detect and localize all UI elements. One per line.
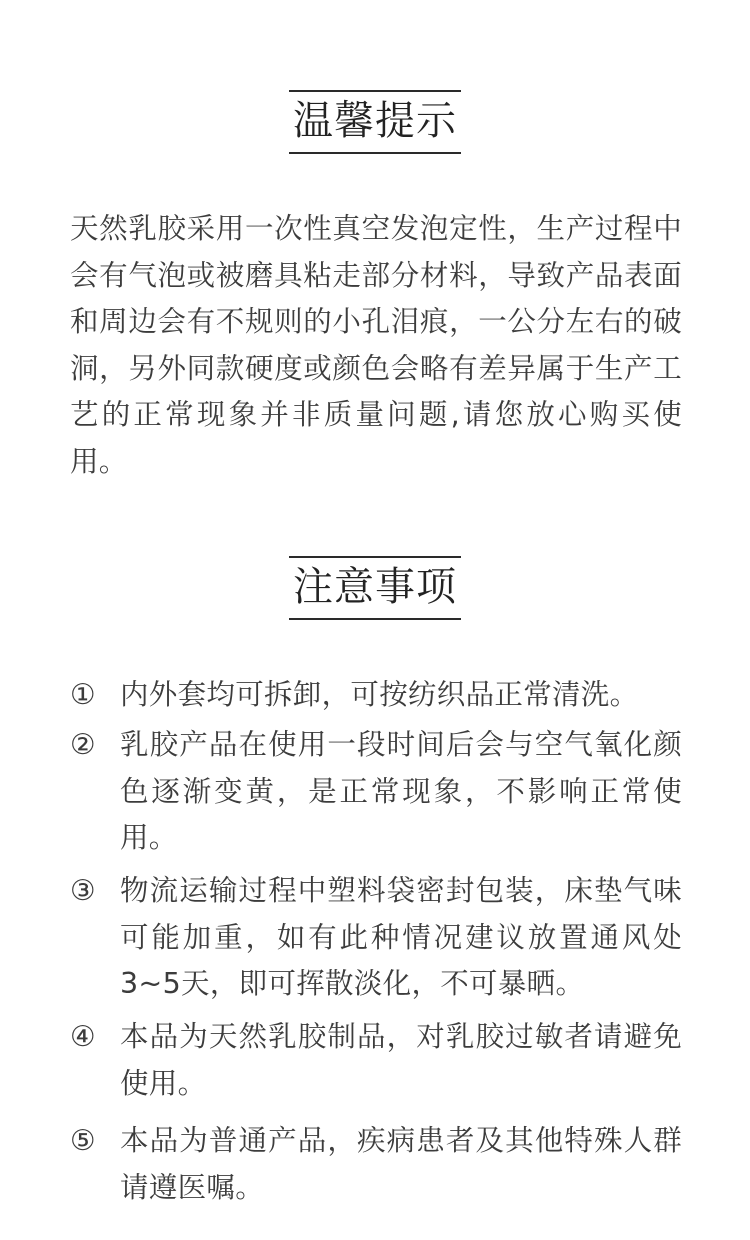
tips-section-header	[0, 90, 750, 154]
list-item	[70, 1014, 682, 1118]
list-marker: ①	[70, 678, 96, 711]
list-marker: ②	[70, 728, 96, 761]
list-item	[70, 868, 682, 1014]
list-item	[70, 1118, 682, 1212]
list-item-text: 内外套均可拆卸，可按纺织品正常清洗。	[120, 678, 639, 711]
tips-title: 温馨提示	[289, 90, 461, 154]
list-item-text: 本品为普通产品，疾病患者及其他特殊人群请遵医嘱。	[120, 1124, 682, 1204]
tips-paragraph: 天然乳胶采用一次性真空发泡定性，生产过程中会有气泡或被磨具粘走部分材料，导致产品表面和周边会有不规则的小孔泪痕，一公分左右的破洞，另外同款硬度或颜色会略有差异属于生产工艺的正常现象并非质量问题,请您放心购买使用。	[70, 212, 682, 478]
list-item	[70, 722, 682, 868]
list-marker: ⑤	[70, 1124, 96, 1157]
notes-section-header	[0, 556, 750, 620]
list-item	[70, 672, 682, 722]
list-item-text: 物流运输过程中塑料袋密封包装，床垫气味可能加重，如有此种情况建议放置通风处3~5天，即可挥散淡化，不可暴晒。	[120, 874, 682, 1000]
list-item-text: 本品为天然乳胶制品，对乳胶过敏者请避免使用。	[120, 1020, 682, 1100]
list-marker: ③	[70, 874, 96, 907]
list-marker: ④	[70, 1020, 96, 1053]
list-item-text: 乳胶产品在使用一段时间后会与空气氧化颜色逐渐变黄，是正常现象，不影响正常使用。	[120, 728, 682, 854]
notes-title: 注意事项	[289, 556, 461, 620]
notes-list	[70, 672, 682, 1212]
